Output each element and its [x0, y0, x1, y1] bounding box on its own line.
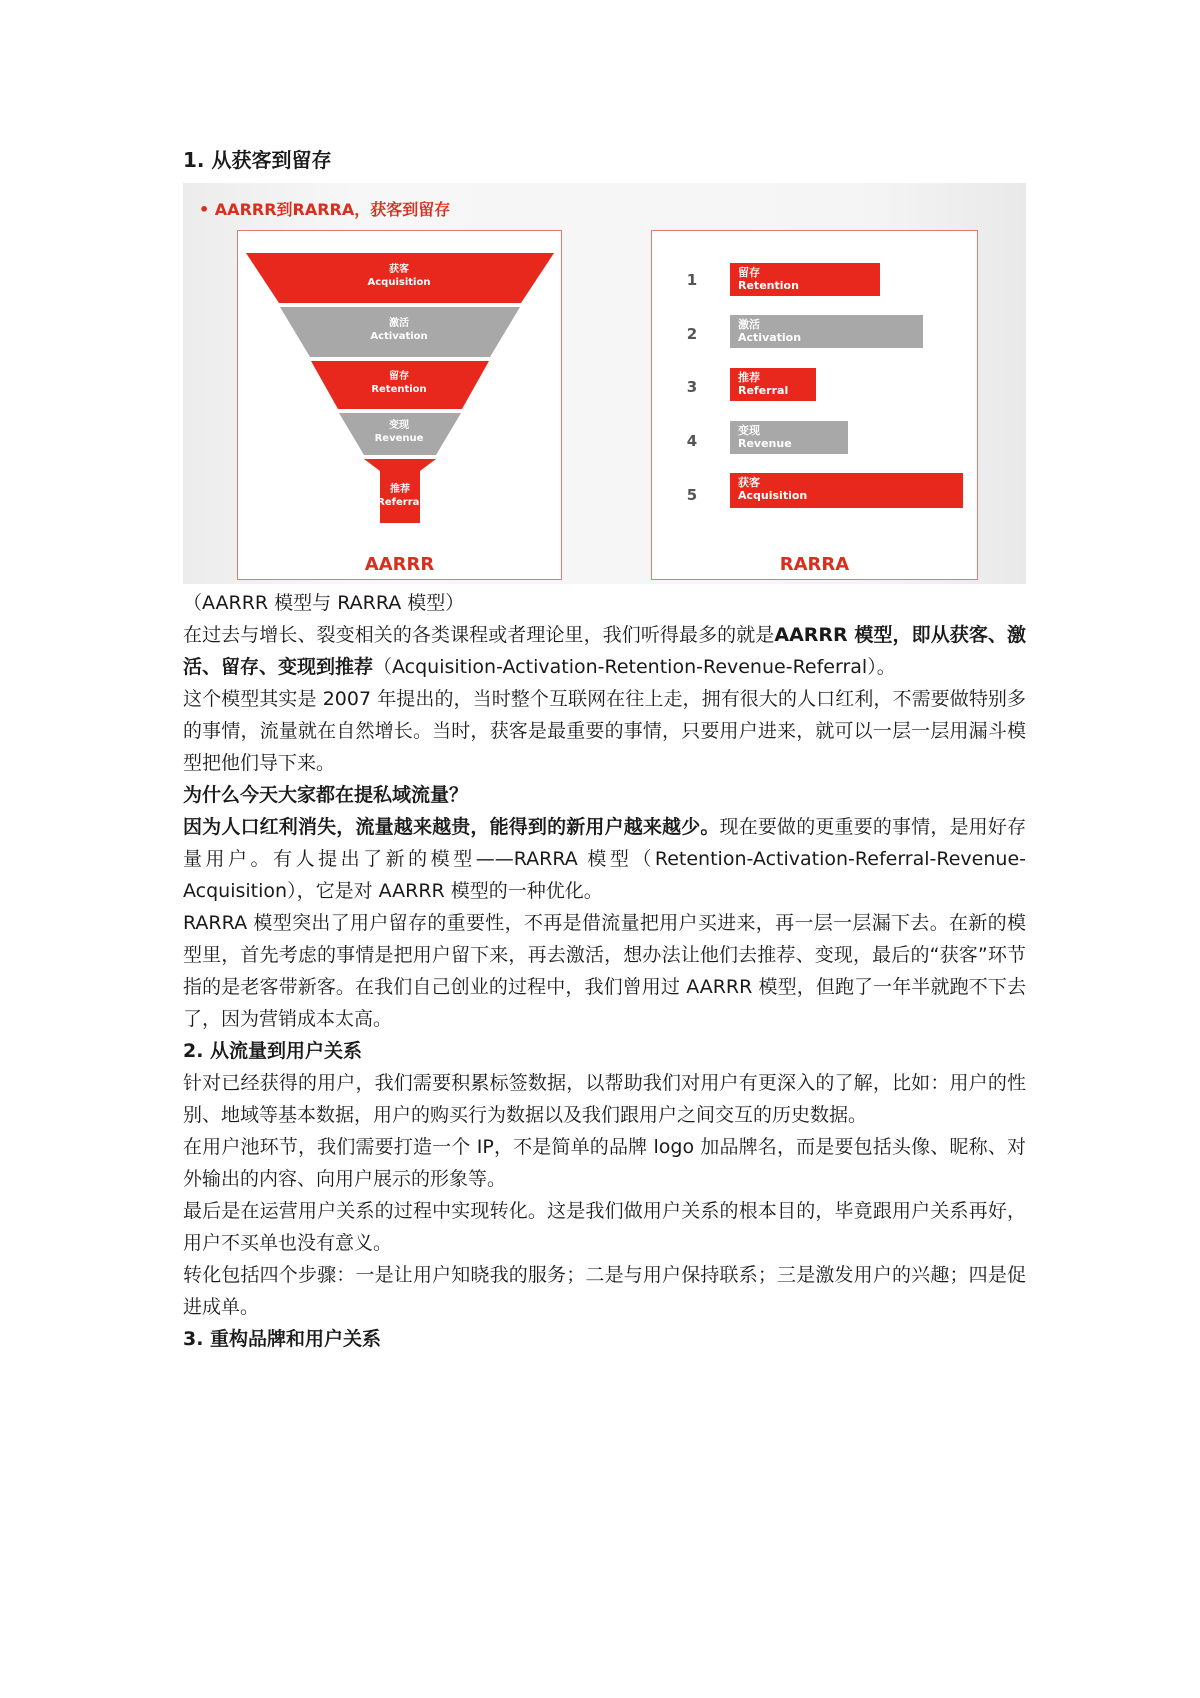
- paragraph-4: RARRA 模型突出了用户留存的重要性，不再是借流量把用户买进来，再一层一层漏下去。在新的模型里，首先考虑的事情是把用户留下来，再去激活，想办法让他们去推荐、变现，最后的“获客”环节指的是老客带新客。在我们自己创业的过程中，我们曾用过 AARRR 模型，但跑了一年半就跑不下去了，因为营销成本太高。: [183, 912, 1026, 1030]
- rank-4: 4: [686, 432, 698, 450]
- funnel-label-acquisition: 获客 Acquisition: [367, 264, 431, 288]
- section-heading-2: [183, 1035, 1026, 1067]
- funnel-label-retention: 留存 Retention: [371, 371, 427, 395]
- section-heading-1: 1. 从获客到留存: [183, 148, 332, 172]
- rarra-panel: [651, 230, 978, 580]
- rarra-label: RARRA: [779, 554, 850, 575]
- paragraph-2: 这个模型其实是 2007 年提出的，当时整个互联网在往上走，拥有很大的人口红利，不需要做特别多的事情，流量就在自然增长。当时，获客是最重要的事情，只要用户进来，就可以一层一层用漏斗模型把他们导下来。: [183, 688, 1026, 774]
- paragraph-7: 最后是在运营用户关系的过程中实现转化。这是我们做用户关系的根本目的，毕竟跟用户关系再好，用户不买单也没有意义。: [183, 1200, 1026, 1254]
- paragraph-6: 在用户池环节，我们需要打造一个 IP，不是简单的品牌 logo 加品牌名，而是要包括头像、昵称、对外输出的内容、向用户展示的形象等。: [183, 1136, 1026, 1190]
- section-heading-3: [183, 1323, 1026, 1355]
- paragraph-1-emphasis: AARRR 模型，即从获客、激活、留存、变现到推荐: [183, 624, 1026, 678]
- funnel-label-referral: 推荐 Referral: [377, 484, 423, 508]
- funnel-label-activation: 激活 Activation: [370, 318, 428, 342]
- section-heading-3-text: 3. 重构品牌和用户关系: [183, 1328, 382, 1350]
- question-text: 为什么今天大家都在提私域流量？: [183, 784, 469, 806]
- question-heading: [183, 779, 1026, 811]
- aarrr-panel: [237, 230, 562, 580]
- rank-3: 3: [686, 378, 698, 396]
- paragraph-1-terms: （Acquisition-Activation-Retention-Revenue-Referral）。: [373, 656, 896, 678]
- figure-title: • AARRR到RARRA，获客到留存: [199, 200, 451, 219]
- rank-1: 1: [686, 271, 698, 289]
- rank-2: 2: [686, 325, 698, 343]
- paragraph-1: [183, 619, 1026, 683]
- rank-5: 5: [686, 486, 698, 504]
- article-body: [183, 587, 1026, 1355]
- paragraph-3-emphasis: 因为人口红利消失，流量越来越贵，能得到的新用户越来越少。: [183, 816, 720, 838]
- aarrr-label: AARRR: [364, 554, 435, 575]
- bar-retention: 留存 Retention: [730, 263, 880, 296]
- figure-caption: （AARRR 模型与 RARRA 模型）: [183, 592, 465, 614]
- bar-acquisition: 获客 Acquisition: [730, 473, 963, 508]
- paragraph-8: 转化包括四个步骤：一是让用户知晓我的服务；二是与用户保持联系；三是激发用户的兴趣；四是促进成单。: [183, 1264, 1026, 1318]
- bar-activation: 激活 Activation: [730, 315, 923, 348]
- paragraph-3: [183, 811, 1026, 907]
- bar-revenue: 变现 Revenue: [730, 421, 848, 454]
- funnel-label-revenue: 变现 Revenue: [374, 420, 424, 444]
- section-heading-2-text: 2. 从流量到用户关系: [183, 1040, 363, 1062]
- paragraph-3-text: 现在要做的更重要的事情，是用好存量用户。有人提出了新的模型——RARRA 模型（Retention-Activation-Referral-Revenue-Acquisition），它是对 AARRR 模型的一种优化。: [183, 816, 1026, 902]
- model-comparison-figure: [183, 183, 1026, 584]
- bar-referral: 推荐 Referral: [730, 368, 816, 401]
- paragraph-5: 针对已经获得的用户，我们需要积累标签数据，以帮助我们对用户有更深入的了解，比如：用户的性别、地域等基本数据，用户的购买行为数据以及我们跟用户之间交互的历史数据。: [183, 1072, 1026, 1126]
- paragraph-1-text: 在过去与增长、裂变相关的各类课程或者理论里，我们听得最多的就是: [183, 624, 775, 646]
